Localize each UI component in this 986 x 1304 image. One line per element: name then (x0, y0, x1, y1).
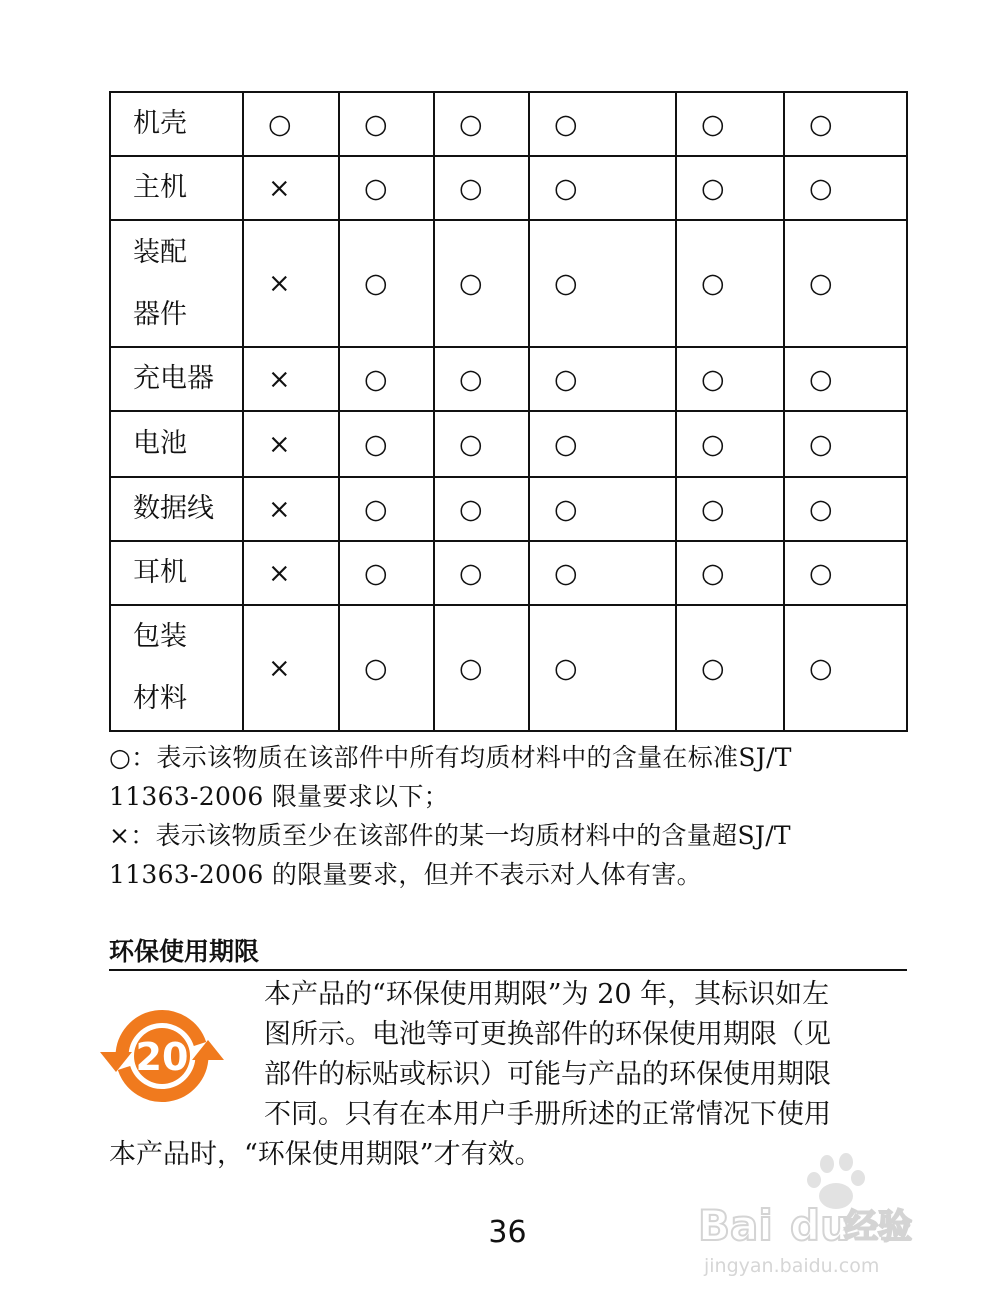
cadmium-mark: ○ (434, 541, 529, 605)
lead-mark: ○ (243, 92, 339, 156)
part-name-cell: 机壳 (110, 92, 243, 156)
mercury-mark: ○ (339, 541, 434, 605)
watermark-brand: Bai (698, 1201, 773, 1250)
part-name-cell: 装配 器件 (110, 220, 243, 347)
pbb-mark: ○ (676, 477, 784, 541)
pbde-mark: ○ (784, 156, 907, 220)
watermark-brand-cn: 经验 (844, 1207, 912, 1247)
lead-mark: × (243, 411, 339, 477)
cadmium-mark: ○ (434, 156, 529, 220)
mercury-mark: ○ (339, 605, 434, 731)
table-row (110, 477, 907, 541)
mercury-mark: ○ (339, 156, 434, 220)
hexavalent-chromium-mark: ○ (529, 541, 676, 605)
part-name-cell: 主机 (110, 156, 243, 220)
hexavalent-chromium-mark: ○ (529, 347, 676, 411)
pbde-mark: ○ (784, 347, 907, 411)
pbde-mark: ○ (784, 477, 907, 541)
cadmium-mark: ○ (434, 605, 529, 731)
part-name-cell: 数据线 (110, 477, 243, 541)
eco-period-20-icon (100, 1002, 224, 1110)
hexavalent-chromium-mark: ○ (529, 411, 676, 477)
part-name-cell: 耳机 (110, 541, 243, 605)
part-name-cell: 充电器 (110, 347, 243, 411)
hazardous-substance-table (109, 91, 908, 732)
watermark-brand-2: du (790, 1201, 850, 1250)
table-row (110, 347, 907, 411)
circle-note-line-2: 11363-2006 限量要求以下； (109, 782, 449, 811)
table-row (110, 411, 907, 477)
cadmium-mark: ○ (434, 347, 529, 411)
hexavalent-chromium-mark: ○ (529, 605, 676, 731)
page-number: 36 (488, 1215, 527, 1250)
mercury-mark: ○ (339, 220, 434, 347)
pbb-mark: ○ (676, 220, 784, 347)
table-row (110, 156, 907, 220)
pbde-mark: ○ (784, 411, 907, 477)
pbb-mark: ○ (676, 92, 784, 156)
cross-note-line-1: ×：表示该物质至少在该部件的某一均质材料中的含量超SJ/T (109, 821, 791, 850)
cross-note-line-2: 11363-2006 的限量要求，但并不表示对人体有害。 (109, 860, 702, 889)
hexavalent-chromium-mark: ○ (529, 477, 676, 541)
paragraph-last-line: 本产品时，“环保使用期限”才有效。 (109, 1139, 542, 1170)
pbb-mark: ○ (676, 347, 784, 411)
lead-mark: × (243, 220, 339, 347)
cadmium-mark: ○ (434, 477, 529, 541)
part-name-cell: 电池 (110, 411, 243, 477)
table-notes (109, 738, 909, 894)
table-row (110, 605, 907, 731)
mercury-mark: ○ (339, 477, 434, 541)
cadmium-mark: ○ (434, 220, 529, 347)
watermark-url: jingyan.baidu.com (704, 1255, 880, 1277)
part-name-cell: 包装 材料 (110, 605, 243, 731)
circle-note-line-1: ○：表示该物质在该部件中所有均质材料中的含量在标准SJ/T (109, 743, 792, 772)
lead-mark: × (243, 541, 339, 605)
eco-period-number: 20 (135, 1035, 189, 1079)
lead-mark: × (243, 605, 339, 731)
pbb-mark: ○ (676, 541, 784, 605)
table-row (110, 220, 907, 347)
lead-mark: × (243, 477, 339, 541)
pbde-mark: ○ (784, 605, 907, 731)
cadmium-mark: ○ (434, 92, 529, 156)
mercury-mark: ○ (339, 92, 434, 156)
baidu-jingyan-watermark (690, 1150, 930, 1280)
paragraph-line: 部件的标贴或标识）可能与产品的环保使用期限 (264, 1059, 831, 1090)
section-heading: 环保使用期限 (109, 935, 907, 971)
hexavalent-chromium-mark: ○ (529, 220, 676, 347)
hexavalent-chromium-mark: ○ (529, 92, 676, 156)
pbde-mark: ○ (784, 220, 907, 347)
paragraph-line: 不同。只有在本用户手册所述的正常情况下使用 (264, 1099, 831, 1130)
table-row (110, 541, 907, 605)
paragraph-line: 本产品的“环保使用期限”为 20 年，其标识如左 (264, 979, 830, 1010)
pbde-mark: ○ (784, 92, 907, 156)
paragraph-line: 图所示。电池等可更换部件的环保使用期限（见 (264, 1019, 831, 1050)
hexavalent-chromium-mark: ○ (529, 156, 676, 220)
lead-mark: × (243, 156, 339, 220)
pbb-mark: ○ (676, 605, 784, 731)
eco-period-paragraph (264, 975, 914, 1135)
mercury-mark: ○ (339, 347, 434, 411)
pbb-mark: ○ (676, 411, 784, 477)
lead-mark: × (243, 347, 339, 411)
pbde-mark: ○ (784, 541, 907, 605)
pbb-mark: ○ (676, 156, 784, 220)
table-row (110, 92, 907, 156)
mercury-mark: ○ (339, 411, 434, 477)
cadmium-mark: ○ (434, 411, 529, 477)
